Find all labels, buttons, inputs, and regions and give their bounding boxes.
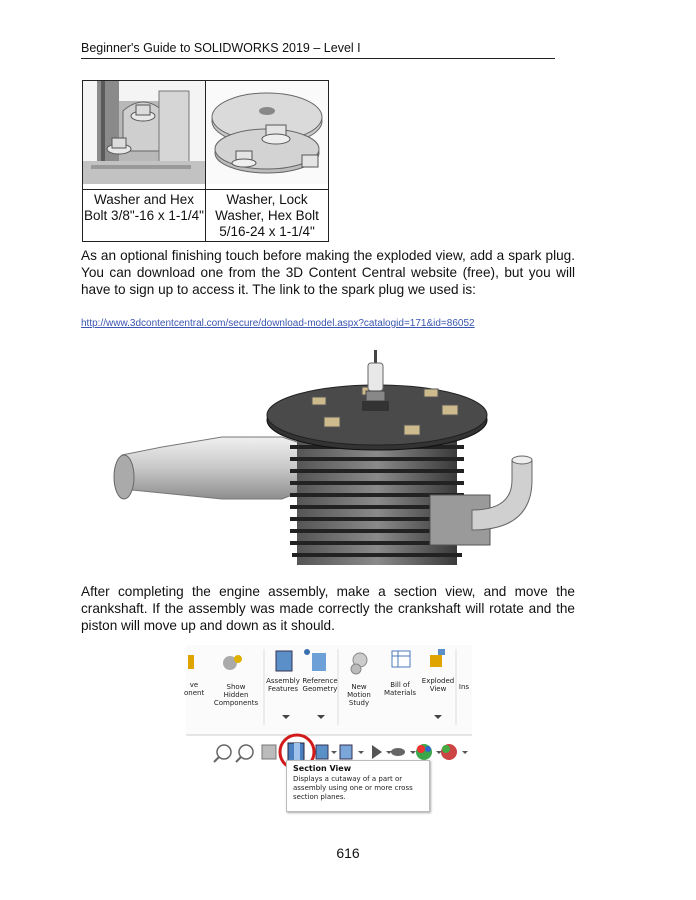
tooltip-description: Displays a cutaway of a part or assembly using one or more cross section planes. <box>293 775 413 801</box>
previous-view-icon <box>262 745 276 759</box>
view-orientation-icon <box>340 745 352 759</box>
zoom-to-area-icon <box>236 745 253 762</box>
section-view-paragraph: After completing the engine assembly, make a section view, and move the crankshaft. If the assembly was made correctly the crankshaft will rotate and the piston will move up and down as it should. <box>81 584 575 633</box>
bolt-table <box>82 80 329 242</box>
spark-plug-paragraph: As an optional finishing touch before making the exploded view, add a spark plug. You can download one from the 3D Content Central website (free), but you will have to sign up to access it. The link to the spark plug we used is: <box>81 248 575 297</box>
spark-plug-link[interactable]: http://www.3dcontentcentral.com/secure/download-model.aspx?catalogid=171&id=86052 <box>81 318 475 329</box>
section-view-icon <box>288 743 304 761</box>
apply-scene-icon <box>441 744 457 760</box>
bolt-caption-1: Washer and Hex Bolt 3/8"-16 x 1-1/4" <box>83 190 206 242</box>
toolbar-label-new-motion-study[interactable]: New Motion Study <box>347 683 371 707</box>
toolbar-label-bill-of-materials[interactable]: Bill of Materials <box>383 681 417 697</box>
assembly-features-icon <box>276 651 292 671</box>
zoom-to-fit-icon <box>214 745 231 762</box>
bolt-caption-2: Washer, Lock Washer, Hex Bolt 5/16-24 x 1-1/4" <box>206 190 329 242</box>
engine-assembly-figure <box>112 345 552 570</box>
hide-show-items-icon <box>391 748 405 756</box>
edit-appearance-icon <box>416 744 432 760</box>
toolbar-label-exploded-view[interactable]: Exploded View <box>421 677 455 693</box>
running-header: Beginner's Guide to SOLIDWORKS 2019 – Level I <box>81 41 555 59</box>
toolbar-label-reference-geometry[interactable]: Reference Geometry <box>302 677 338 693</box>
bolt-image-2 <box>206 81 329 190</box>
page-number: 616 <box>336 845 360 861</box>
toolbar-label-insert[interactable]: Ins <box>458 683 470 691</box>
toolbar-label-assembly-features[interactable]: Assembly Features <box>266 677 300 693</box>
lock-washer-bolt-figure <box>206 81 328 184</box>
toolbar-label-show-hidden[interactable]: Show Hidden Components <box>213 683 259 707</box>
toolbar-label-move-component[interactable]: ve onent <box>184 681 205 697</box>
dynamic-annotation-icon <box>316 745 328 759</box>
hex-bolt-washer-figure <box>83 81 205 184</box>
bill-of-materials-icon <box>392 651 410 667</box>
tooltip-title: Section View <box>293 764 352 773</box>
display-style-icon <box>372 745 382 759</box>
section-view-tooltip <box>286 760 430 812</box>
bolt-image-1 <box>83 81 206 190</box>
